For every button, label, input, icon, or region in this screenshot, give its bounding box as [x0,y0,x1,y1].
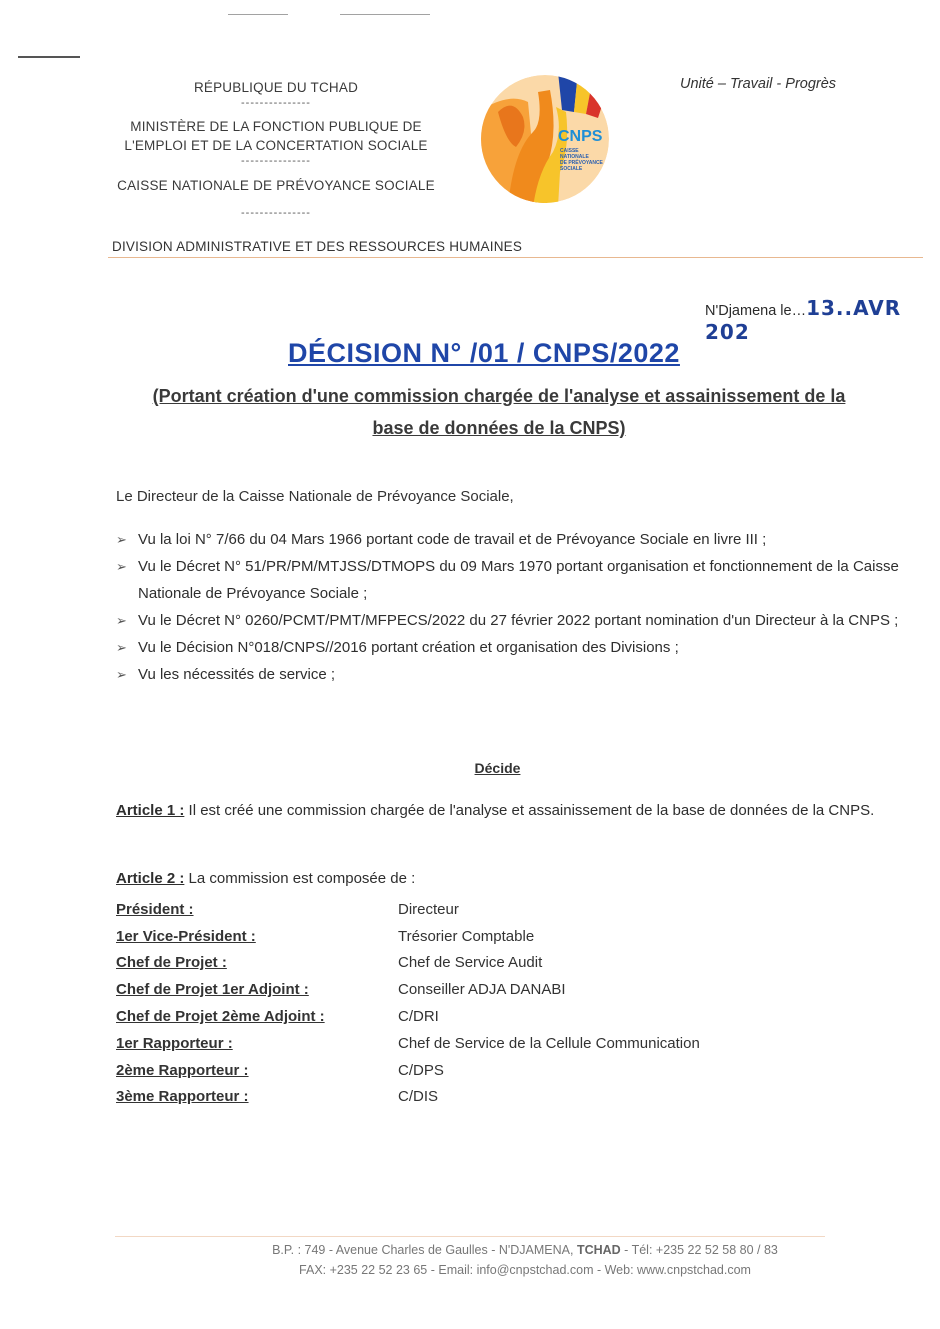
member-role: 2ème Rapporteur : [116,1061,249,1079]
subtitle-line-1: (Portant création d'une commission chargée de l'analyse et assainissement de la [152,386,846,406]
table-row [116,1057,876,1084]
member-name: C/DRI [398,1008,439,1026]
article-1 [116,797,891,825]
table-row [116,923,876,950]
caisse-label: CAISSE NATIONALE DE PRÉVOYANCE SOCIALE [117,178,435,193]
ministry-line-2: L'EMPLOI ET DE LA CONCERTATION SOCIALE [124,138,428,153]
national-motto: Unité – Travail - Progrès [680,76,837,92]
date-prefix: N'Djamena le… [705,303,807,319]
subtitle-line-2: base de données de la CNPS) [372,418,626,438]
logo-text: CNPS [558,128,603,145]
member-role: 1er Vice-Président : [116,927,256,945]
member-name: C/DPS [398,1061,444,1079]
decision-title: DÉCISION N° /01 / CNPS/2022 [288,338,680,368]
member-role: Chef de Projet 2ème Adjoint : [116,1008,325,1026]
article-2-label: Article 2 : [116,870,185,887]
member-name: Conseiller ADJA DANABI [398,981,566,999]
scan-mark-top-2 [228,14,288,15]
handwritten-date: 13..AVR 202 [705,296,902,344]
date-line [705,296,940,344]
decision-subtitle [110,380,888,444]
letterhead-left [100,78,452,219]
member-role: Président : [116,900,194,918]
list-item: ➢ Vu les nécessités de service ; [116,661,906,688]
table-row [116,1003,876,1030]
scan-mark-top [18,56,80,58]
commission-members [116,896,876,1110]
header-divider [108,257,923,258]
list-item: ➢ Vu le Décret N° 0260/PCMT/PMT/MFPECS/2022 du 27 février 2022 portant nomination d'un Directeur à la CNPS ; [116,607,906,634]
table-row [116,950,876,977]
article-1-label: Article 1 : [116,802,185,819]
member-name: C/DIS [398,1088,439,1106]
footer-line-1: B.P. : 749 - Avenue Charles de Gaulles - N'DJAMENA, TCHAD - Tél: +235 22 52 58 80 / 83 [272,1243,778,1257]
member-name: Trésorier Comptable [398,927,535,945]
table-row [116,1084,876,1111]
footer-line-2: FAX: +235 22 52 23 65 - Email: info@cnpstchad.com - Web: www.cnpstchad.com [299,1263,751,1277]
member-role: 1er Rapporteur : [116,1034,233,1052]
list-item: ➢ Vu la loi N° 7/66 du 04 Mars 1966 portant code de travail et de Prévoyance Sociale en livre III ; [116,526,906,553]
member-name: Chef de Service de la Cellule Communication [398,1034,700,1052]
footer-contact [0,1240,940,1280]
separator: --------------- [241,155,311,167]
list-item: ➢ Vu le Décret N° 51/PR/PM/MTJSS/DTMOPS du 09 Mars 1970 portant organisation et fonctionnement de la Caisse Nationale de Prévoyance Sociale ; [116,553,906,607]
member-name: Directeur [398,900,459,918]
list-item: ➢ Vu le Décision N°018/CNPS//2016 portant création et organisation des Divisions ; [116,634,906,661]
arrow-bullet-icon: ➢ [116,640,127,655]
article-2 [116,870,415,887]
member-role: Chef de Projet : [116,954,227,972]
cnps-logo [478,72,613,207]
table-row [116,1030,876,1057]
member-name: Chef de Service Audit [398,954,543,972]
republic-label: RÉPUBLIQUE DU TCHAD [193,80,359,95]
article-2-text: La commission est composée de : [184,870,416,887]
arrow-bullet-icon: ➢ [116,532,127,547]
separator: --------------- [241,207,311,219]
footer-divider [115,1236,825,1237]
decide-heading: Décide [474,760,521,776]
division-label: DIVISION ADMINISTRATIVE ET DES RESSOURCES HUMAINES [112,239,523,254]
arrow-bullet-icon: ➢ [116,559,127,574]
scan-mark-top-3 [340,14,430,15]
arrow-bullet-icon: ➢ [116,613,127,628]
considerations-list [116,526,906,688]
table-row [116,976,876,1003]
member-role: 3ème Rapporteur : [116,1088,249,1106]
intro-text: Le Directeur de la Caisse Nationale de Prévoyance Sociale, [116,488,514,505]
ministry-line-1: MINISTÈRE DE LA FONCTION PUBLIQUE DE [130,119,422,134]
member-role: Chef de Projet 1er Adjoint : [116,981,309,999]
table-row [116,896,876,923]
logo-subtext: CAISSE NATIONALE DE PRÉVOYANCE SOCIALE [560,148,603,172]
arrow-bullet-icon: ➢ [116,667,127,682]
article-1-text: Il est créé une commission chargée de l'analyse et assainissement de la base de données de la CNPS. [184,802,875,819]
separator: --------------- [241,97,311,109]
